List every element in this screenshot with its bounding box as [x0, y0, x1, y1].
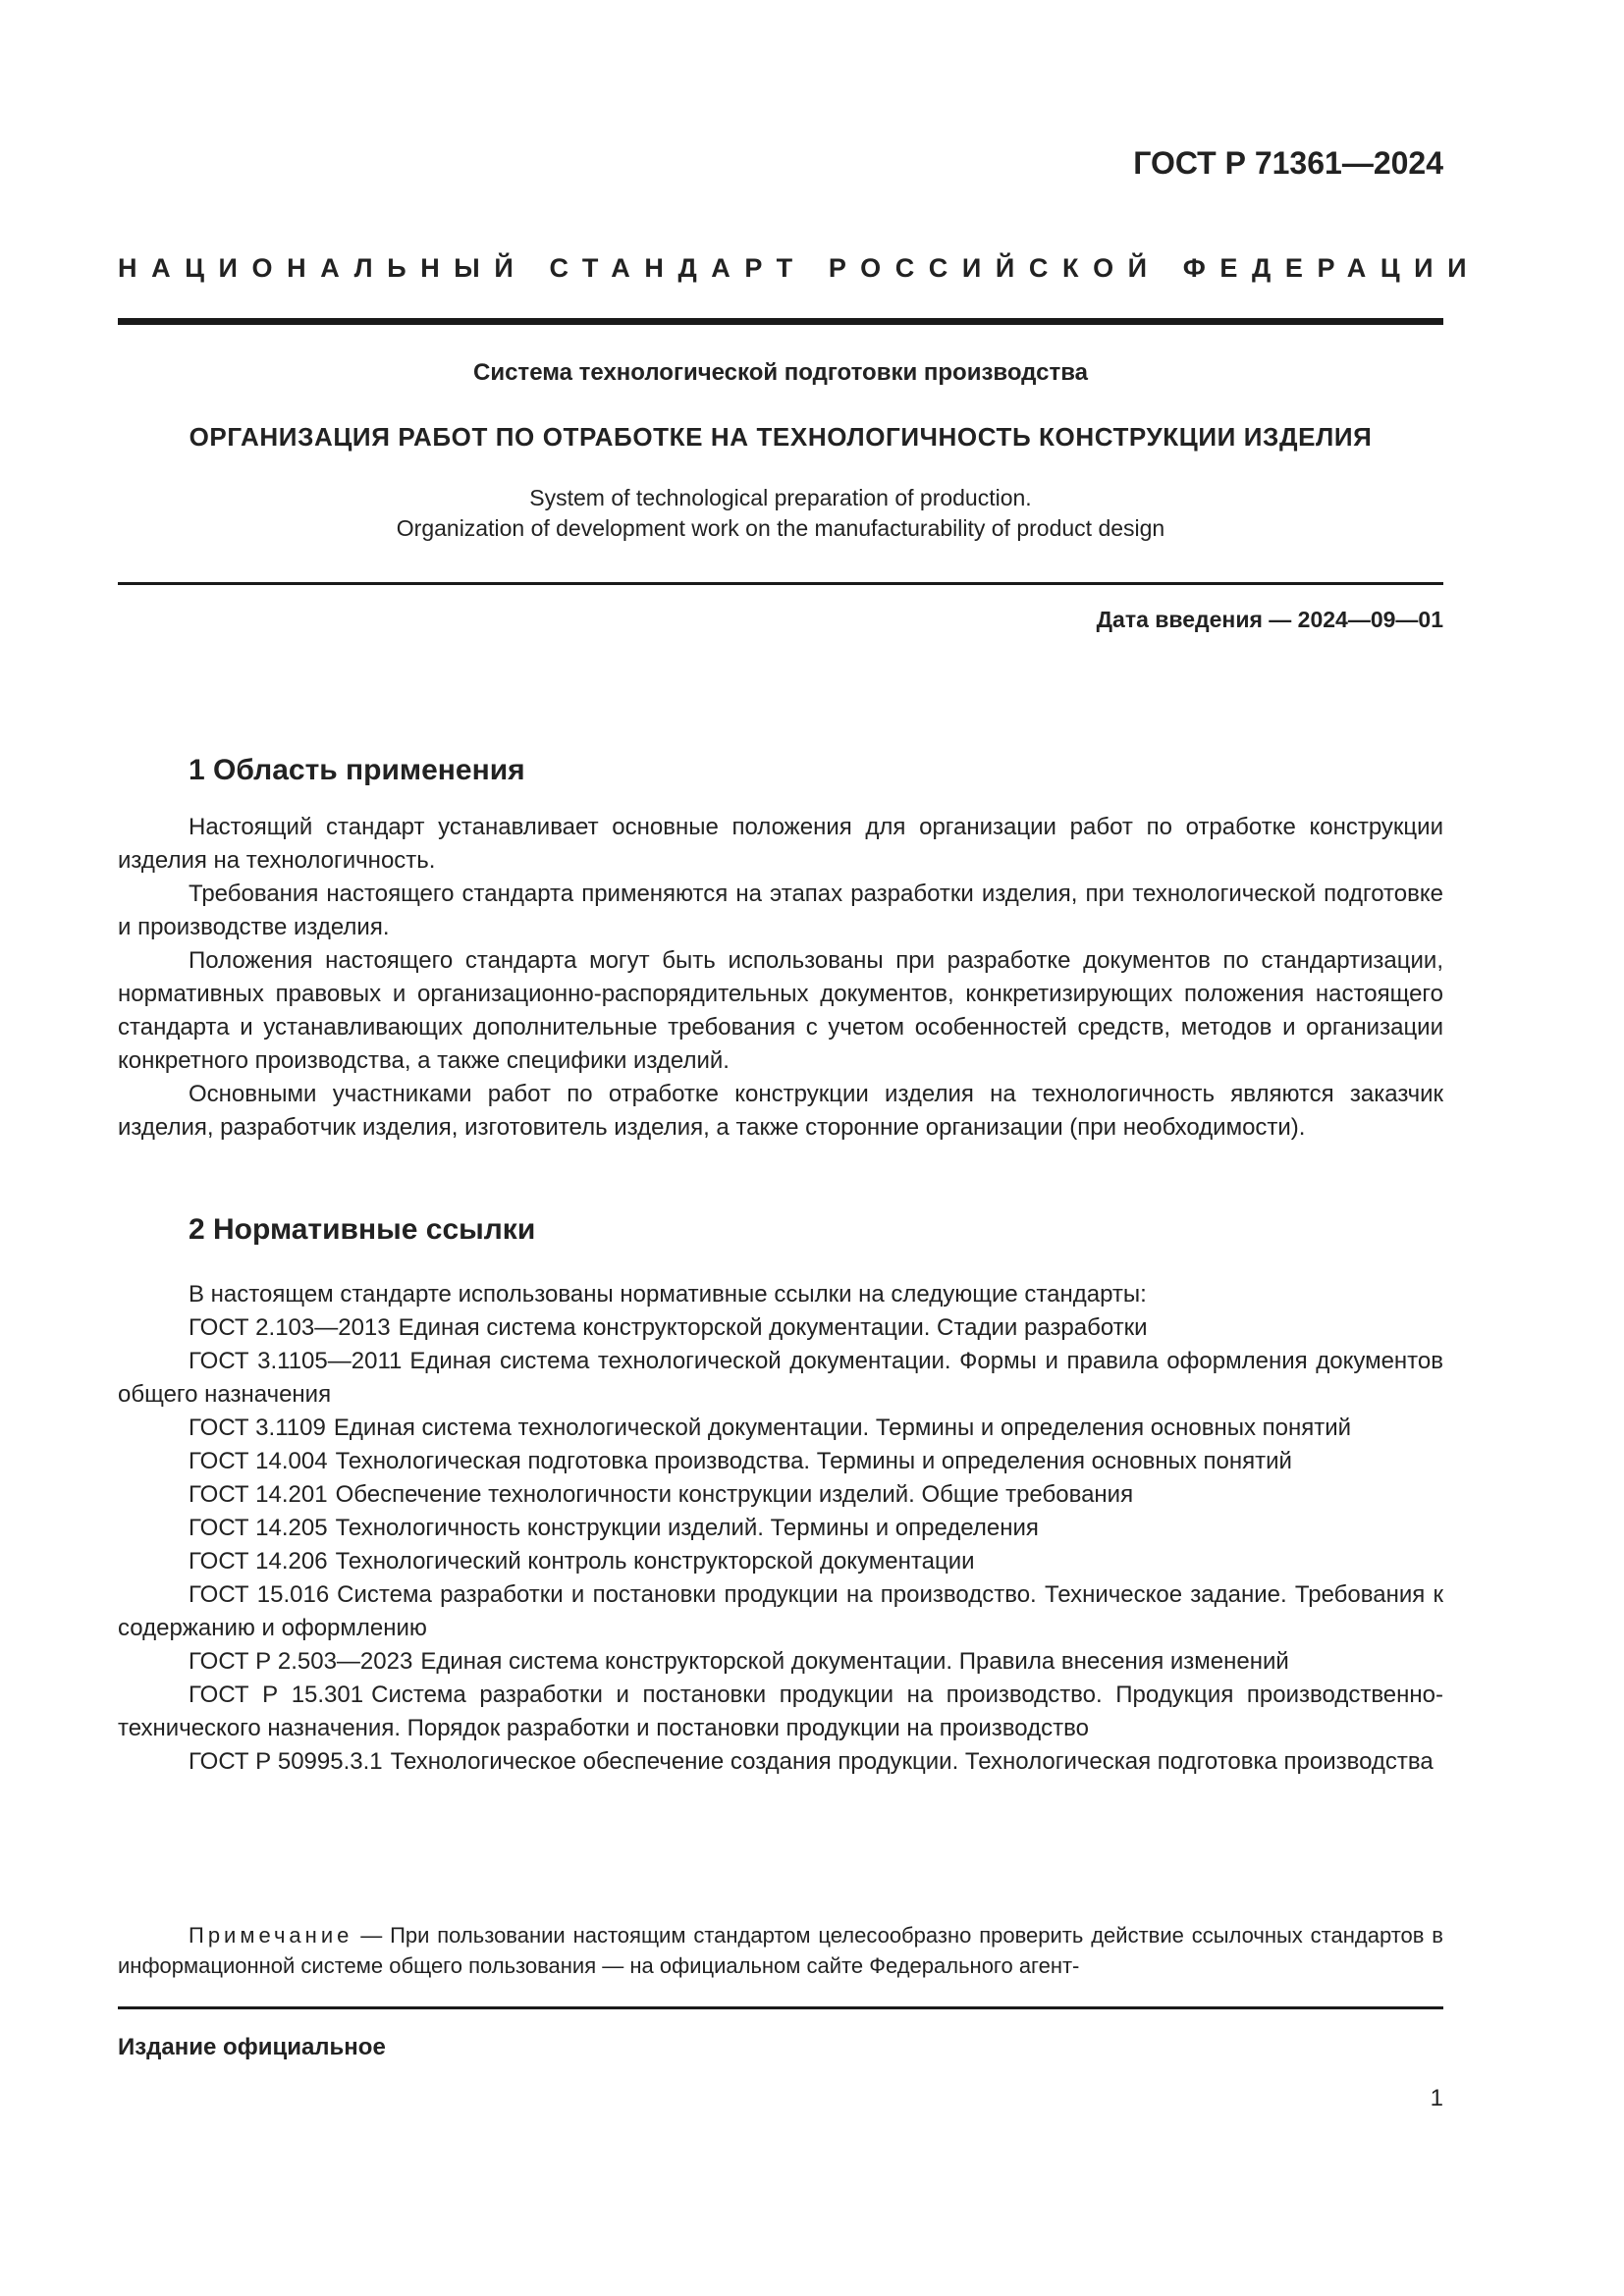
note-text: — При пользовании настоящим стандартом целесообразно проверить действие ссылочных стандартов в информационной системе общего пользования — на официальном сайте Федерального агент- [118, 1923, 1443, 1978]
system-title: Система технологической подготовки производства [473, 359, 1088, 386]
reference-title: Единая система конструкторской документации. Правила внесения изменений [420, 1648, 1289, 1675]
national-standard-banner: НАЦИОНАЛЬНЫЙ СТАНДАРТ РОССИЙСКОЙ ФЕДЕРАЦИИ [118, 253, 1482, 283]
introduction-date: Дата введения — 2024—09—01 [1096, 607, 1443, 632]
reference-item [118, 1545, 1443, 1578]
reference-title: Единая система конструкторской документации. Стадии разработки [398, 1314, 1148, 1341]
title-rule [118, 582, 1443, 585]
reference-item [118, 1478, 1443, 1512]
footer-rule [118, 2006, 1443, 2009]
section-1-paragraph: Положения настоящего стандарта могут быть использованы при разработке документов по стандартизации, нормативных правовых и организационно-распорядительных документов, конкретизирующих положения настоящего стандарта и устанавливающих дополнительные требования с учетом особенностей средств, методов и организации конкретного производства, а также специфики изделий. [118, 947, 1443, 1074]
references-intro: В настоящем стандарте использованы нормативные ссылки на следующие стандарты: [189, 1281, 1147, 1308]
english-title-line-1: System of technological preparation of production. [529, 485, 1032, 510]
page-number: 1 [1430, 2085, 1443, 2111]
reference-title: Единая система технологической документации. Термины и определения основных понятий [333, 1415, 1352, 1441]
reference-item [118, 1512, 1443, 1545]
reference-code: ГОСТ Р 15.301 [189, 1682, 364, 1708]
reference-title: Единая система технологической документации. Формы и правила оформления документов общего назначения [118, 1348, 1443, 1408]
normative-references-list [118, 1278, 1443, 1779]
reference-item [118, 1412, 1443, 1445]
reference-title: Технологическое обеспечение создания продукции. Технологическая подготовка производства [390, 1748, 1434, 1775]
reference-item [118, 1311, 1443, 1345]
note-label: Примечание [189, 1923, 353, 1948]
reference-code: ГОСТ 14.206 [189, 1548, 328, 1575]
reference-code: ГОСТ 14.004 [189, 1448, 328, 1474]
reference-code: ГОСТ 14.201 [189, 1481, 328, 1508]
reference-code: ГОСТ 3.1105—2011 [189, 1348, 403, 1374]
reference-title: Система разработки и постановки продукции на производство. Техническое задание. Требования к содержанию и оформлению [118, 1581, 1443, 1641]
reference-item [118, 1745, 1443, 1779]
header-rule [118, 318, 1443, 325]
reference-code: ГОСТ 15.016 [189, 1581, 330, 1608]
reference-item [118, 1679, 1443, 1745]
document-page [118, 0, 1482, 2296]
reference-title: Обеспечение технологичности конструкции изделий. Общие требования [335, 1481, 1134, 1508]
reference-item [118, 1645, 1443, 1679]
english-title [118, 483, 1443, 544]
reference-code: ГОСТ Р 50995.3.1 [189, 1748, 383, 1775]
reference-item [118, 1445, 1443, 1478]
reference-title: Технологический контроль конструкторской документации [335, 1548, 975, 1575]
reference-code: ГОСТ 2.103—2013 [189, 1314, 391, 1341]
official-edition-label: Издание официальное [118, 2034, 386, 2060]
reference-title: Технологичность конструкции изделий. Термины и определения [335, 1515, 1039, 1541]
reference-title: Система разработки и постановки продукции на производство. Продукция производственно-технического назначения. Порядок разработки и постановки продукции на производство [118, 1682, 1443, 1741]
reference-title: Технологическая подготовка производства. Термины и определения основных понятий [335, 1448, 1292, 1474]
section-1-paragraph: Настоящий стандарт устанавливает основные положения для организации работ по отработке конструкции изделия на технологичность. [118, 814, 1443, 874]
section-1-heading: 1 Область применения [189, 754, 525, 786]
reference-code: ГОСТ 14.205 [189, 1515, 328, 1541]
reference-code: ГОСТ 3.1109 [189, 1415, 326, 1441]
reference-item [118, 1345, 1443, 1412]
section-1-paragraph: Требования настоящего стандарта применяются на этапах разработки изделия, при технологической подготовке и производстве изделия. [118, 881, 1443, 940]
reference-code: ГОСТ Р 2.503—2023 [189, 1648, 413, 1675]
english-title-line-2: Organization of development work on the manufacturability of product design [396, 515, 1165, 541]
references-note [118, 1920, 1443, 1981]
reference-item [118, 1578, 1443, 1645]
standard-designation: ГОСТ Р 71361—2024 [1133, 145, 1443, 181]
main-title: ОРГАНИЗАЦИЯ РАБОТ ПО ОТРАБОТКЕ НА ТЕХНОЛОГИЧНОСТЬ КОНСТРУКЦИИ ИЗДЕЛИЯ [189, 422, 1373, 452]
section-2-heading: 2 Нормативные ссылки [189, 1213, 536, 1246]
section-1-paragraph: Основными участниками работ по отработке конструкции изделия на технологичность являются заказчик изделия, разработчик изделия, изготовитель изделия, а также сторонние организации (при необходимости). [118, 1081, 1443, 1141]
